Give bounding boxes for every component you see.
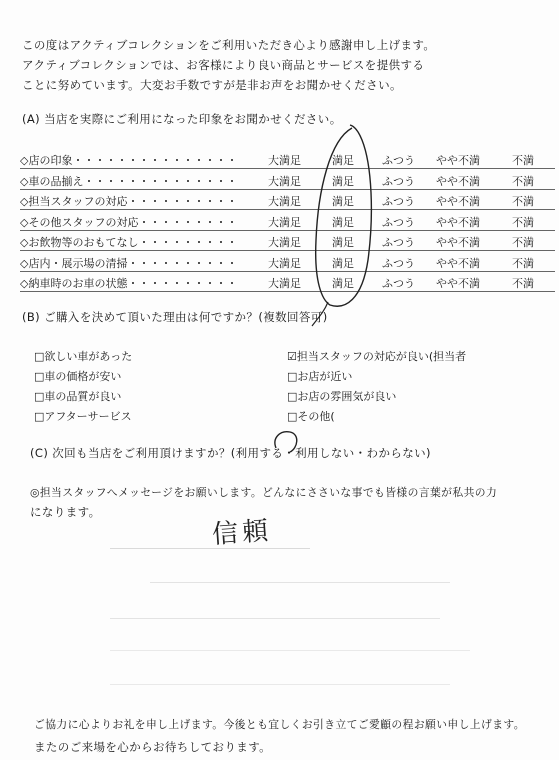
rating-option-very-satisfied[interactable]: 大満足: [268, 277, 301, 290]
handwritten-message: 信頼: [211, 515, 274, 551]
rating-option-somewhat-dissatisfied[interactable]: やや不満: [436, 154, 480, 167]
rating-option-neutral[interactable]: ふつう: [382, 154, 415, 167]
rating-option-somewhat-dissatisfied[interactable]: やや不満: [436, 215, 480, 229]
writing-line: [150, 582, 450, 583]
intro-line-3: ことに努めています。大変お手数ですが是非お声をお聞かせください。: [22, 78, 402, 92]
rating-item-label: ◇店の印象・・・・・・・・・・・・・・・: [20, 154, 238, 167]
rating-item-label: ◇車の品揃え・・・・・・・・・・・・・・: [20, 174, 238, 188]
rating-option-dissatisfied[interactable]: 不満: [512, 256, 534, 270]
rating-option-dissatisfied[interactable]: 不満: [512, 277, 534, 290]
rating-option-neutral[interactable]: ふつう: [382, 277, 415, 290]
rating-option-satisfied[interactable]: 満足: [332, 154, 354, 167]
section-a-question: (A) 当店を実際にご利用になった印象をお聞かせください。: [22, 112, 342, 126]
rating-option-dissatisfied[interactable]: 不満: [512, 236, 534, 249]
rating-option-dissatisfied[interactable]: 不満: [512, 195, 534, 208]
rating-item-label: ◇担当スタッフの対応・・・・・・・・・・: [20, 195, 238, 208]
rating-option-very-satisfied[interactable]: 大満足: [268, 154, 301, 167]
writing-line: [110, 548, 310, 549]
intro-line-1: この度はアクティブコレクションをご利用いただき心より感謝申し上げます。: [22, 38, 436, 52]
rating-option-very-satisfied[interactable]: 大満足: [268, 195, 301, 208]
reason-other[interactable]: □その他(: [287, 410, 335, 423]
reason-atmosphere[interactable]: □お店の雰囲気が良い: [287, 390, 397, 403]
rating-option-very-satisfied[interactable]: 大満足: [268, 236, 301, 249]
reason-price[interactable]: □車の価格が安い: [34, 370, 122, 383]
rating-option-somewhat-dissatisfied[interactable]: やや不満: [436, 236, 480, 249]
rating-option-somewhat-dissatisfied[interactable]: やや不満: [436, 195, 480, 208]
rating-option-somewhat-dissatisfied[interactable]: やや不満: [436, 256, 480, 270]
rating-option-satisfied[interactable]: 満足: [332, 174, 354, 188]
rating-item-label: ◇お飲物等のおもてなし・・・・・・・・・: [20, 236, 238, 249]
rating-option-very-satisfied[interactable]: 大満足: [268, 215, 301, 229]
section-b-question: (B) ご購入を決めて頂いた理由は何ですか？(複数回答可): [22, 310, 328, 324]
rating-option-neutral[interactable]: ふつう: [382, 215, 415, 229]
footer-line-2: またのご来場を心からお待ちしております。: [34, 740, 272, 754]
writing-line: [110, 618, 440, 619]
rating-option-dissatisfied[interactable]: 不満: [512, 215, 534, 229]
rating-option-satisfied[interactable]: 満足: [332, 236, 354, 249]
rating-option-neutral[interactable]: ふつう: [382, 256, 415, 270]
writing-line: [110, 650, 470, 651]
rating-item-label: ◇その他スタッフの対応・・・・・・・・・: [20, 215, 238, 229]
rating-option-satisfied[interactable]: 満足: [332, 277, 354, 290]
rating-option-very-satisfied[interactable]: 大満足: [268, 256, 301, 270]
section-d-line-1: ◎担当スタッフへメッセージをお願いします。どんなにささいな事でも皆様の言葉が私共の力: [30, 486, 498, 499]
intro-line-2: アクティブコレクションでは、お客様により良い商品とサービスを提供する: [22, 58, 425, 72]
rating-option-satisfied[interactable]: 満足: [332, 215, 354, 229]
rating-option-neutral[interactable]: ふつう: [382, 236, 415, 249]
reason-quality[interactable]: □車の品質が良い: [34, 390, 122, 403]
reason-want-car[interactable]: □欲しい車があった: [34, 350, 133, 363]
rating-option-dissatisfied[interactable]: 不満: [512, 174, 534, 188]
rating-option-satisfied[interactable]: 満足: [332, 256, 354, 270]
rating-item-label: ◇納車時のお車の状態・・・・・・・・・・: [20, 277, 238, 290]
rating-option-dissatisfied[interactable]: 不満: [512, 154, 534, 167]
rating-option-neutral[interactable]: ふつう: [382, 174, 415, 188]
section-d-line-2: になります。: [30, 505, 101, 519]
footer-line-1: ご協力に心よりお礼を申し上げます。今後とも宜しくお引き立てご愛顧の程お願い申し上げます。: [34, 718, 525, 731]
rating-item-label: ◇店内・展示場の清掃・・・・・・・・・・: [20, 256, 238, 270]
reason-after-service[interactable]: □アフターサービス: [34, 410, 132, 423]
reason-near[interactable]: □お店が近い: [287, 370, 353, 383]
reason-staff[interactable]: ☑担当スタッフの対応が良い(担当者: [287, 350, 467, 363]
writing-line: [110, 684, 450, 685]
rating-option-somewhat-dissatisfied[interactable]: やや不満: [436, 174, 480, 188]
rating-option-somewhat-dissatisfied[interactable]: やや不満: [436, 277, 480, 290]
section-c-question: (C) 次回も当店をご利用頂けますか？(利用する・利用しない・わからない): [30, 446, 431, 460]
rating-option-neutral[interactable]: ふつう: [382, 195, 415, 208]
rating-option-very-satisfied[interactable]: 大満足: [268, 174, 301, 188]
rating-option-satisfied[interactable]: 満足: [332, 195, 354, 208]
